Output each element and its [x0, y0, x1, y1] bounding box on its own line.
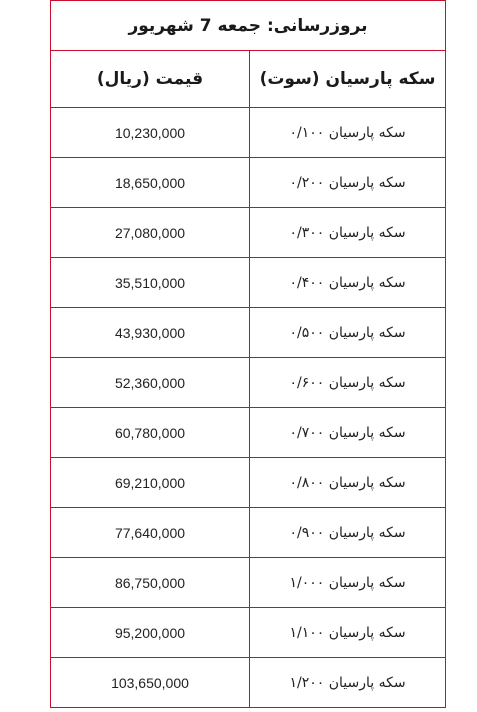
coin-name-cell: سکه پارسیان ۰/۸۰۰ [250, 458, 446, 508]
coin-name-cell: سکه پارسیان ۰/۵۰۰ [250, 308, 446, 358]
coin-name-cell: سکه پارسیان ۰/۴۰۰ [250, 258, 446, 308]
table-row [51, 208, 446, 258]
coin-name-cell: سکه پارسیان ۰/۲۰۰ [250, 158, 446, 208]
price-cell: 43,930,000 [51, 308, 250, 358]
price-cell: 35,510,000 [51, 258, 250, 308]
coin-name-cell: سکه پارسیان ۱/۰۰۰ [250, 558, 446, 608]
table-row [51, 508, 446, 558]
coin-name-cell: سکه پارسیان ۰/۳۰۰ [250, 208, 446, 258]
price-cell: 95,200,000 [51, 608, 250, 658]
table-row [51, 658, 446, 708]
coin-name-cell: سکه پارسیان ۰/۶۰۰ [250, 358, 446, 408]
table-row [51, 558, 446, 608]
coin-name-cell: سکه پارسیان ۰/۹۰۰ [250, 508, 446, 558]
table-row [51, 458, 446, 508]
table-row [51, 408, 446, 458]
coin-name-cell: سکه پارسیان ۰/۱۰۰ [250, 108, 446, 158]
price-cell: 77,640,000 [51, 508, 250, 558]
table-row [51, 308, 446, 358]
price-cell: 69,210,000 [51, 458, 250, 508]
header-coin-name: سکه پارسیان (سوت) [250, 51, 446, 108]
table-row [51, 108, 446, 158]
table-row [51, 258, 446, 308]
coin-name-cell: سکه پارسیان ۱/۱۰۰ [250, 608, 446, 658]
price-cell: 10,230,000 [51, 108, 250, 158]
coin-name-cell: سکه پارسیان ۱/۲۰۰ [250, 658, 446, 708]
price-cell: 27,080,000 [51, 208, 250, 258]
price-cell: 103,650,000 [51, 658, 250, 708]
coin-name-cell: سکه پارسیان ۰/۷۰۰ [250, 408, 446, 458]
table-row [51, 608, 446, 658]
update-title: بروزرسانی: جمعه 7 شهریور [51, 1, 446, 51]
price-cell: 60,780,000 [51, 408, 250, 458]
table-row [51, 358, 446, 408]
price-cell: 86,750,000 [51, 558, 250, 608]
price-cell: 52,360,000 [51, 358, 250, 408]
update-title-row [51, 1, 446, 51]
price-table-container [50, 0, 445, 708]
header-price: قیمت (ریال) [51, 51, 250, 108]
header-row [51, 51, 446, 108]
table-row [51, 158, 446, 208]
price-cell: 18,650,000 [51, 158, 250, 208]
coin-price-table [50, 0, 446, 708]
